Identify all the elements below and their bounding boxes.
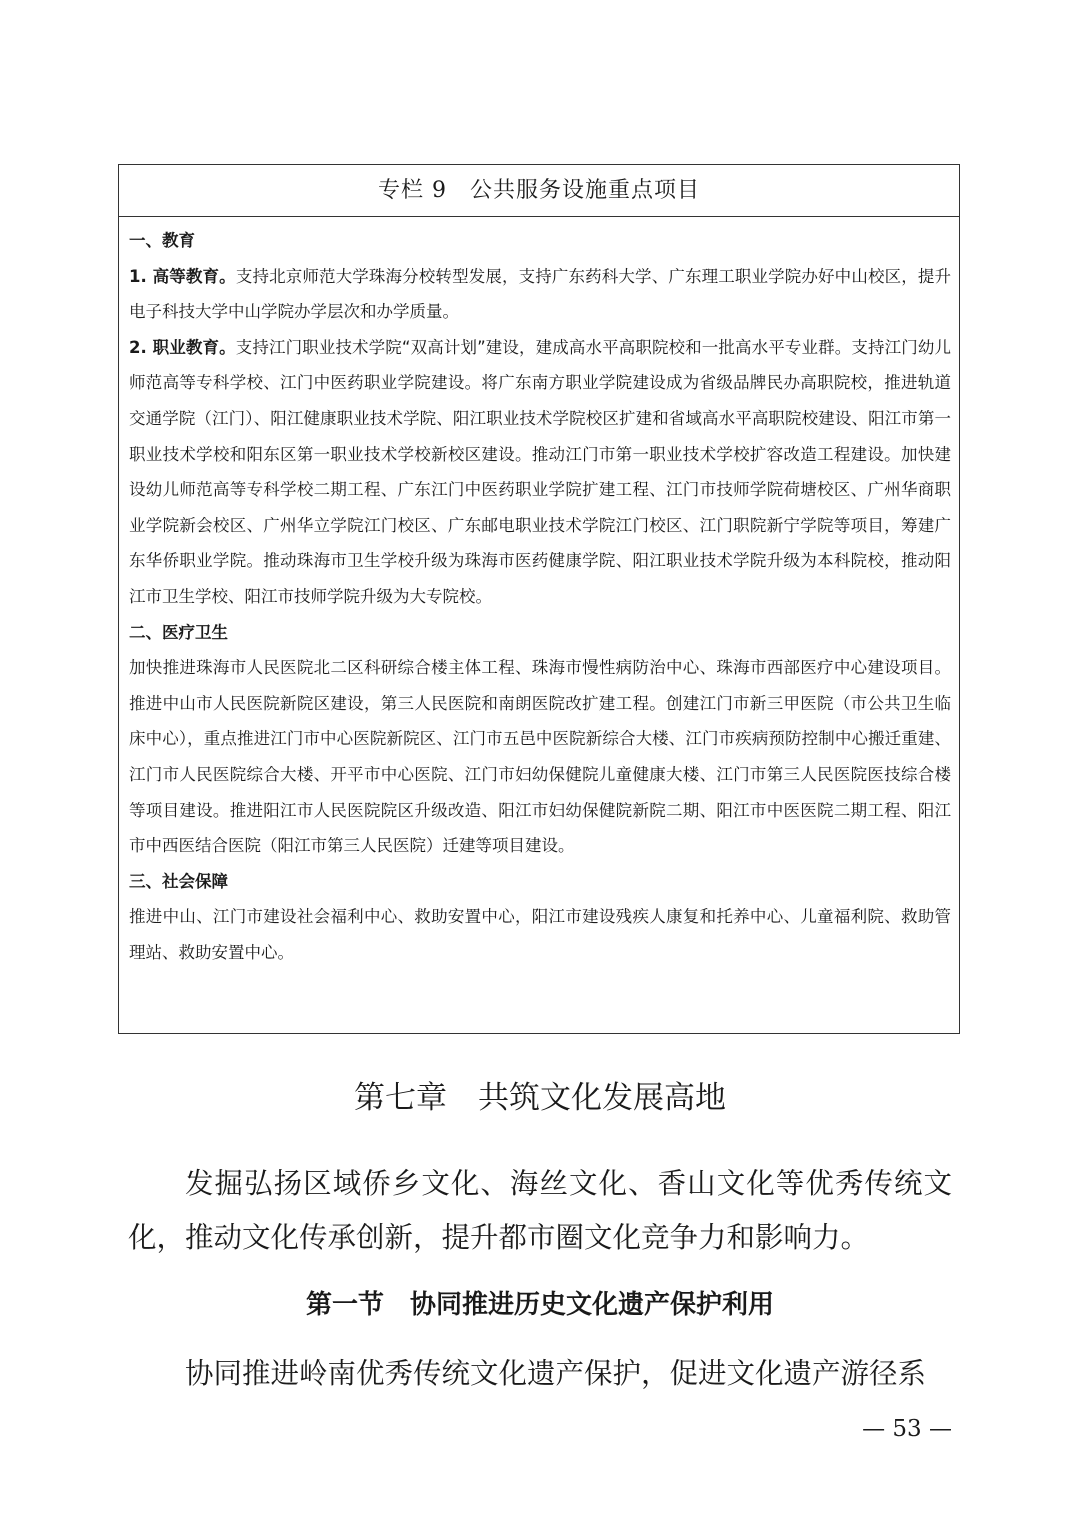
vocational-education-text: 支持江门职业技术学院“双高计划”建设，建成高水平高职院校和一批高水平专业群。支持江门幼儿师范高等专科学校、江门中医药职业学院建设。将广东南方职业学院建设成为省级品牌民办高职院校，推进轨道交通学院（江门）、阳江健康职业技术学院、阳江职业技术学院校区扩建和省域高水平高职院校建设、阳江市第一职业技术学校和阳东区第一职业技术学校新校区建设。推动江门市第一职业技术学校扩容改造工程建设。加快建设幼儿师范高等专科学校二期工程、广东江门中医药职业学院扩建工程、江门市技师学院荷塘校区、广州华商职业学院新会校区、广州华立学院江门校区、广东邮电职业技术学院江门校区、江门职院新宁学院等项目，筹建广东华侨职业学院。推动珠海市卫生学校升级为珠海市医药健康学院、阳江职业技术学院升级为本科院校，推动阳江市卫生学校、阳江市技师学院升级为大专院校。 [129, 337, 951, 606]
higher-education-text: 支持北京师范大学珠海分校转型发展，支持广东药科大学、广东理工职业学院办好中山校区，提升电子科技大学中山学院办学层次和办学质量。 [129, 266, 952, 322]
medical-text: 加快推进珠海市人民医院北二区科研综合楼主体工程、珠海市慢性病防治中心、珠海市西部医疗中心建设项目。推进中山市人民医院新院区建设，第三人民医院和南朗医院改扩建工程。创建江门市新三甲医院（市公共卫生临床中心），重点推进江门市中心医院新院区、江门市五邑中医院新综合大楼、江门市疾病预防控制中心搬迁重建、江门市人民医院综合大楼、开平市中心医院、江门市妇幼保健院儿童健康大楼、江门市第三人民医院医技综合楼等项目建设。推进阳江市人民医院院区升级改造、阳江市妇幼保健院新院二期、阳江市中医医院二期工程、阳江市中西医结合医院（阳江市第三人民医院）迁建等项目建设。 [129, 658, 951, 856]
box-title: 专栏 9 公共服务设施重点项目 [119, 165, 959, 217]
section-title: 第一节 协同推进历史文化遗产保护利用 [305, 1290, 774, 1320]
page-number: — 53 — [862, 1416, 952, 1442]
chapter-intro-paragraph: 发掘弘扬区域侨乡文化、海丝文化、香山文化等优秀传统文化，推动文化传承创新，提升都市圈文化竞争力和影响力。 [128, 1167, 952, 1254]
education-heading: 一、教育 [129, 231, 195, 250]
chapter-title: 第七章 共筑文化发展高地 [354, 1080, 726, 1116]
higher-education-lead: 1. 高等教育。 [129, 266, 236, 286]
vocational-education-lead: 2. 职业教育。 [129, 337, 236, 357]
medical-heading: 二、医疗卫生 [129, 622, 228, 642]
social-security-heading: 三、社会保障 [129, 871, 228, 891]
box-body [119, 217, 959, 970]
feature-box [118, 164, 960, 1034]
higher-education-paragraph [129, 259, 951, 330]
social-security-text: 推进中山、江门市建设社会福利中心、救助安置中心，阳江市建设残疾人康复和托养中心、儿童福利院、救助管理站、救助安置中心。 [129, 907, 951, 962]
section-paragraph: 协同推进岭南优秀传统文化遗产保护，促进文化遗产游径系 [185, 1357, 927, 1390]
vocational-education-paragraph [129, 330, 951, 615]
